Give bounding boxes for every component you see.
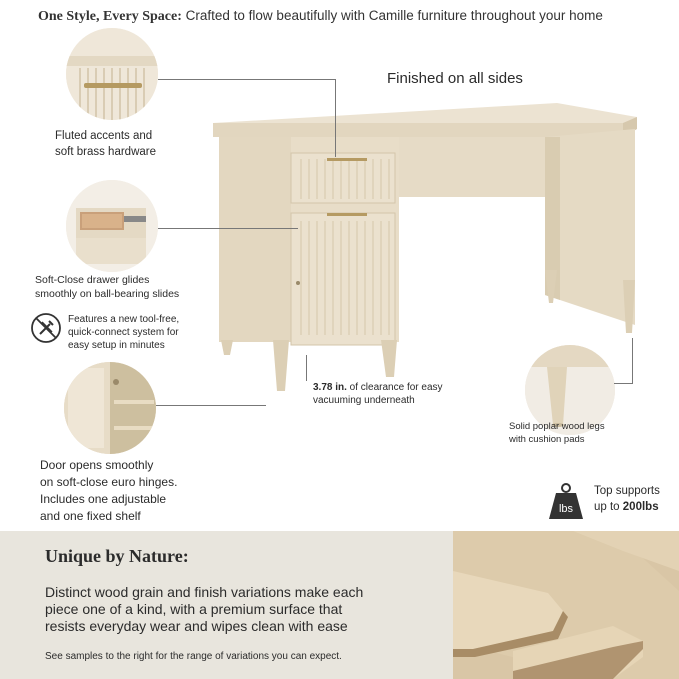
clearance-caption: 3.78 in. of clearance for easy vacuuming underneath <box>313 382 443 406</box>
leader-line-legs-v <box>632 338 633 383</box>
assembly-caption: Features a new tool-free, quick-connect system for easy setup in minutes <box>68 314 180 351</box>
drawer-caption: Soft-Close drawer glides smoothly on ball-bearing slides <box>35 274 180 300</box>
weight-caption: Top supports up to 200lbs <box>594 485 660 513</box>
drawer-detail-image <box>66 180 158 272</box>
fluted-detail-image <box>66 28 158 120</box>
unique-title: Unique by Nature: <box>45 546 189 566</box>
no-tools-icon <box>30 312 62 344</box>
leader-line-drawer <box>158 228 298 229</box>
desk-image <box>205 95 655 405</box>
unique-body: Distinct wood grain and finish variations make each piece one of a kind, with a premium surface that resists everyday wear and wipes clean with ease <box>45 584 364 634</box>
header <box>38 8 668 25</box>
header-text: Crafted to flow beautifully with Camille furniture throughout your home <box>185 8 603 23</box>
leader-line-fluted <box>158 79 336 80</box>
weight-icon <box>546 481 586 521</box>
leader-line-legs <box>614 383 633 384</box>
finished-label: Finished on all sides <box>387 70 523 87</box>
fluted-caption: Fluted accents and soft brass hardware <box>55 130 156 158</box>
header-lead: One Style, Every Space: <box>38 9 182 24</box>
leader-line-door <box>156 405 266 406</box>
leader-line-fluted-v <box>335 79 336 157</box>
leader-line-clearance <box>306 355 307 381</box>
door-caption: Door opens smoothly on soft-close euro hinges. Includes one adjustable and one fixed shelf <box>40 458 178 523</box>
door-detail-image <box>64 362 156 454</box>
legs-caption: Solid poplar wood legs with cushion pads <box>509 421 605 445</box>
unique-note: See samples to the right for the range of variations you can expect. <box>45 651 342 662</box>
weight-icon-label: lbs <box>558 503 574 515</box>
wood-samples-image <box>453 531 679 679</box>
